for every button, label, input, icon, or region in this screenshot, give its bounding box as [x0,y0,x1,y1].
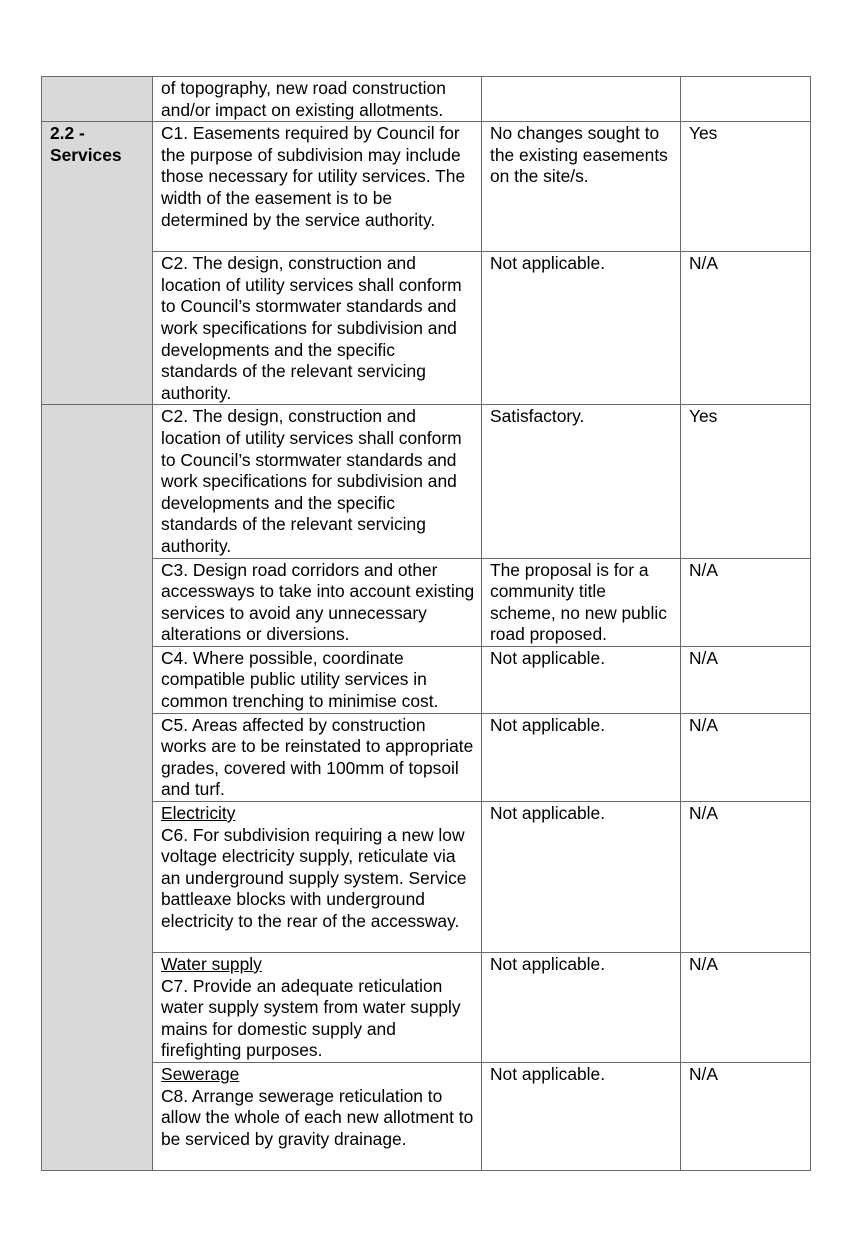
comment-cell: Not applicable. [482,646,681,713]
compliance-cell: N/A [681,713,811,801]
compliance-cell: Yes [681,122,811,252]
comment-cell: No changes sought to the existing easements on the site/s. [482,122,681,252]
control-cell: Electricity C6. For subdivision requiring a new low voltage electricity supply, reticulate via an underground supply system. Service battleaxe blocks with underground electricity to the rear of the accessway. [153,802,482,953]
comment-cell: Satisfactory. [482,405,681,558]
comment-cell: Not applicable. [482,252,681,405]
control-cell: Water supply C7. Provide an adequate reticulation water supply system from water supply mains for domestic supply and firefighting purposes. [153,953,482,1063]
table-row [42,646,811,713]
control-cell: of topography, new road construction and/or impact on existing allotments. [153,77,482,122]
compliance-table [41,76,811,1171]
control-heading: Water supply [161,954,262,975]
control-cell: C4. Where possible, coordinate compatible public utility services in common trenching to minimise cost. [153,646,482,713]
control-cell: Sewerage C8. Arrange sewerage reticulation to allow the whole of each new allotment to be serviced by gravity drainage. [153,1063,482,1171]
control-heading: Electricity [161,803,236,824]
compliance-cell: N/A [681,646,811,713]
compliance-cell: N/A [681,252,811,405]
section-name: Services [50,144,122,165]
control-cell: C2. The design, construction and location of utility services shall conform to Council’s stormwater standards and work specifications for subdivision and developments and the specific standards of the relevant servicing authority. [153,252,482,405]
compliance-cell: N/A [681,558,811,646]
table-row [42,802,811,953]
comment-cell [482,77,681,122]
section-number: 2.2 - [50,123,85,144]
control-cell: C3. Design road corridors and other accessways to take into account existing services to avoid any unnecessary alterations or diversions. [153,558,482,646]
control-cell: C5. Areas affected by construction works are to be reinstated to appropriate grades, covered with 100mm of topsoil and turf. [153,713,482,801]
table-row [42,77,811,122]
control-cell: C1. Easements required by Council for the purpose of subdivision may include those necessary for utility services. The width of the easement is to be determined by the service authority. [153,122,482,252]
compliance-cell: N/A [681,1063,811,1171]
comment-cell: Not applicable. [482,953,681,1063]
compliance-cell: Yes [681,405,811,558]
section-cell [42,405,153,1171]
comment-cell: Not applicable. [482,802,681,953]
section-label-cell [42,122,153,405]
control-heading: Sewerage [161,1064,240,1084]
control-cell: C2. The design, construction and location of utility services shall conform to Council’s stormwater standards and work specifications for subdivision and developments and the specific standards of the relevant servicing authority. [153,405,482,558]
table-row [42,1063,811,1171]
section-cell [42,77,153,122]
compliance-cell: N/A [681,953,811,1063]
comment-cell: Not applicable. [482,713,681,801]
table-row [42,405,811,558]
table-row [42,558,811,646]
table-row [42,953,811,1063]
compliance-cell [681,77,811,122]
comment-cell: The proposal is for a community title scheme, no new public road proposed. [482,558,681,646]
table-row [42,122,811,252]
comment-cell: Not applicable. [482,1063,681,1171]
table-row [42,252,811,405]
compliance-cell: N/A [681,802,811,953]
table-row [42,713,811,801]
